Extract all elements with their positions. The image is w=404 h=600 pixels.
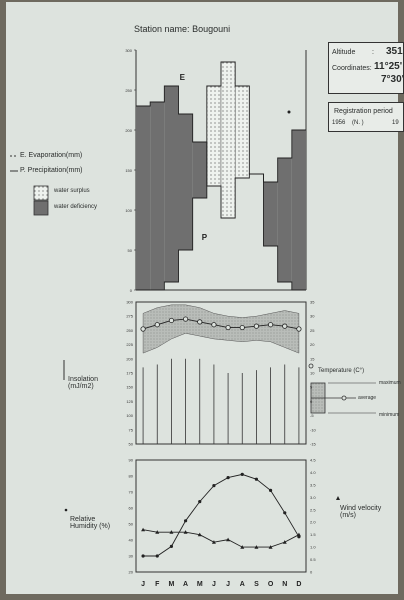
altitude-value: 351 bbox=[386, 46, 403, 57]
tp-right-tick-label: -10 bbox=[310, 427, 316, 433]
month-label: S bbox=[254, 581, 259, 588]
month-label: F bbox=[155, 581, 160, 588]
hw-humidity-point bbox=[198, 500, 201, 503]
hw-humidity-line bbox=[143, 474, 299, 556]
hw-humidity-point bbox=[156, 554, 159, 557]
wb-tick-label: 200 bbox=[125, 128, 132, 133]
wb-deficiency-bar bbox=[150, 102, 164, 290]
legend-precipitation: P. Precipitation(mm) bbox=[20, 167, 83, 174]
tp-average-point bbox=[169, 318, 173, 322]
tp-average-point bbox=[297, 327, 301, 331]
altitude-sep: : bbox=[372, 49, 374, 56]
tp-right-tick-label: 10 bbox=[310, 370, 315, 376]
registration-end: 19 bbox=[392, 120, 399, 126]
hw-humidity-point bbox=[141, 554, 144, 557]
hw-left-tick-label: 40 bbox=[128, 537, 133, 543]
hw-left-tick-label: 80 bbox=[128, 473, 133, 479]
hw-right-tick-label: 1.5 bbox=[310, 532, 316, 538]
tp-left-tick-label: 275 bbox=[126, 313, 133, 319]
wb-surplus-bar bbox=[221, 62, 235, 218]
wb-tick-label: 250 bbox=[125, 88, 132, 93]
tp-right-tick-label: 20 bbox=[310, 342, 315, 348]
tp-average-point bbox=[283, 324, 287, 328]
insolation-label: Insolation (mJ/m2) bbox=[68, 376, 98, 390]
wb-tick-label: 0 bbox=[129, 288, 132, 293]
legend-deficiency: water deficiency bbox=[54, 204, 98, 210]
climate-sheet bbox=[6, 2, 404, 594]
registration-label: Registration period bbox=[334, 108, 393, 115]
tp-left-tick-label: 75 bbox=[128, 427, 133, 433]
temperature-legend-average-marker bbox=[342, 396, 346, 400]
longitude-value: 7°30' bbox=[381, 74, 404, 85]
temperature-legend-circle bbox=[309, 364, 313, 368]
tp-average-point bbox=[198, 320, 202, 324]
tp-average-point bbox=[226, 325, 230, 329]
hw-humidity-point bbox=[170, 545, 173, 548]
hw-right-tick-label: 1.0 bbox=[310, 544, 316, 550]
hw-left-tick-label: 60 bbox=[128, 505, 133, 511]
wb-label-p: P bbox=[201, 233, 208, 242]
tp-left-tick-label: 100 bbox=[126, 413, 133, 419]
tp-temperature-band bbox=[143, 305, 299, 353]
wb-tick-label: 300 bbox=[125, 48, 132, 53]
legend-deficiency-swatch bbox=[34, 201, 48, 215]
tp-right-tick-label: 25 bbox=[310, 327, 315, 333]
tp-average-point bbox=[155, 323, 159, 327]
month-label: M bbox=[196, 581, 203, 588]
hw-wind-line bbox=[143, 530, 299, 547]
registration-start: 1956 bbox=[332, 120, 346, 126]
tp-right-tick-label: 35 bbox=[310, 299, 315, 305]
hw-humidity-point bbox=[226, 476, 229, 479]
legend-evaporation: E. Evaporation(mm) bbox=[20, 152, 83, 159]
humidity-legend-dot bbox=[65, 509, 68, 512]
tp-average-point bbox=[240, 325, 244, 329]
wb-tick-label: 50 bbox=[127, 248, 132, 253]
month-label: J bbox=[226, 581, 231, 588]
hw-humidity-point bbox=[184, 519, 187, 522]
hw-left-tick-label: 20 bbox=[128, 569, 133, 575]
hw-right-tick-label: 4.5 bbox=[310, 457, 316, 463]
tp-right-tick-label: 30 bbox=[310, 313, 315, 319]
hw-left-tick-label: 50 bbox=[128, 521, 133, 527]
legend-minimum: minimum bbox=[379, 412, 400, 418]
legend-surplus: water surplus bbox=[54, 188, 90, 194]
legend-surplus-swatch bbox=[34, 186, 48, 200]
wind-label: Wind velocity (m/s) bbox=[340, 505, 382, 519]
station-name: Bougouni bbox=[192, 24, 231, 34]
tp-left-tick-label: 250 bbox=[126, 327, 133, 333]
month-label: O bbox=[267, 581, 274, 588]
tp-average-point bbox=[268, 323, 272, 327]
station-label: Station name: bbox=[134, 24, 190, 34]
wb-surplus-bar bbox=[207, 86, 221, 186]
legend-maximum: maximum bbox=[379, 380, 401, 386]
hw-right-tick-label: 3.5 bbox=[310, 482, 316, 488]
humidity-label: Relative Humidity (%) bbox=[70, 516, 111, 530]
tp-left-tick-label: 175 bbox=[126, 370, 133, 376]
temperature-label: Temperature (C°) bbox=[318, 368, 365, 374]
hw-right-tick-label: 4.0 bbox=[310, 469, 316, 475]
wb-deficiency-bar bbox=[136, 106, 150, 290]
tp-average-point bbox=[254, 324, 258, 328]
hw-right-tick-label: 2.0 bbox=[310, 519, 316, 525]
month-label: A bbox=[183, 581, 189, 588]
wb-deficiency-bar bbox=[264, 182, 278, 246]
hw-left-tick-label: 90 bbox=[128, 457, 133, 463]
hw-left-tick-label: 70 bbox=[128, 489, 133, 495]
wb-deficiency-bar bbox=[292, 130, 306, 290]
month-label: J bbox=[211, 581, 216, 588]
altitude-label: Altitude bbox=[332, 49, 356, 56]
latitude-value: 11°25' bbox=[374, 61, 403, 72]
hw-right-tick-label: 2.5 bbox=[310, 507, 316, 513]
hw-right-tick-label: 0 bbox=[310, 569, 313, 575]
tp-average-point bbox=[212, 323, 216, 327]
wb-deficiency-bar bbox=[193, 142, 207, 198]
chart-speck bbox=[288, 111, 291, 114]
wb-label-e: E bbox=[179, 73, 185, 82]
hw-right-tick-label: 0.5 bbox=[310, 557, 316, 563]
hw-humidity-point bbox=[255, 478, 258, 481]
month-label: M bbox=[168, 581, 175, 588]
tp-average-point bbox=[183, 317, 187, 321]
tp-right-tick-label: -5 bbox=[310, 413, 314, 419]
coordinates-label: Coordinates: bbox=[332, 65, 372, 72]
month-label: A bbox=[239, 581, 245, 588]
tp-left-tick-label: 225 bbox=[126, 342, 133, 348]
registration-n: (N. ) bbox=[352, 120, 364, 126]
wb-deficiency-bar bbox=[179, 114, 193, 250]
hw-humidity-point bbox=[212, 484, 215, 487]
tp-right-tick-label: 0 bbox=[310, 398, 313, 404]
legend-average: average bbox=[358, 395, 377, 401]
tp-left-tick-label: 50 bbox=[128, 441, 133, 447]
hw-wind-point bbox=[283, 540, 287, 544]
month-label: D bbox=[296, 581, 302, 588]
tp-average-point bbox=[141, 327, 145, 331]
tp-right-tick-label: 5 bbox=[310, 384, 313, 390]
tp-left-tick-label: 200 bbox=[126, 356, 133, 362]
hw-humidity-point bbox=[241, 473, 244, 476]
tp-right-tick-label: 15 bbox=[310, 356, 315, 362]
wb-tick-label: 100 bbox=[125, 208, 132, 213]
hw-humidity-point bbox=[283, 511, 286, 514]
month-label: N bbox=[282, 581, 288, 588]
tp-left-tick-label: 125 bbox=[126, 398, 133, 404]
month-label: J bbox=[141, 581, 146, 588]
wb-tick-label: 150 bbox=[125, 168, 132, 173]
wb-surplus-bar bbox=[235, 86, 249, 178]
tp-left-tick-label: 150 bbox=[126, 384, 133, 390]
hw-right-tick-label: 3.0 bbox=[310, 494, 316, 500]
hw-left-tick-label: 30 bbox=[128, 553, 133, 559]
tp-right-tick-label: -15 bbox=[310, 441, 316, 447]
tp-left-tick-label: 300 bbox=[126, 299, 133, 305]
hw-frame bbox=[136, 460, 306, 572]
hw-humidity-point bbox=[269, 489, 272, 492]
wb-deficiency-bar bbox=[278, 158, 292, 282]
wb-deficiency-bar bbox=[164, 86, 178, 282]
climate-charts-svg bbox=[6, 2, 398, 594]
wind-legend-triangle bbox=[336, 496, 340, 500]
